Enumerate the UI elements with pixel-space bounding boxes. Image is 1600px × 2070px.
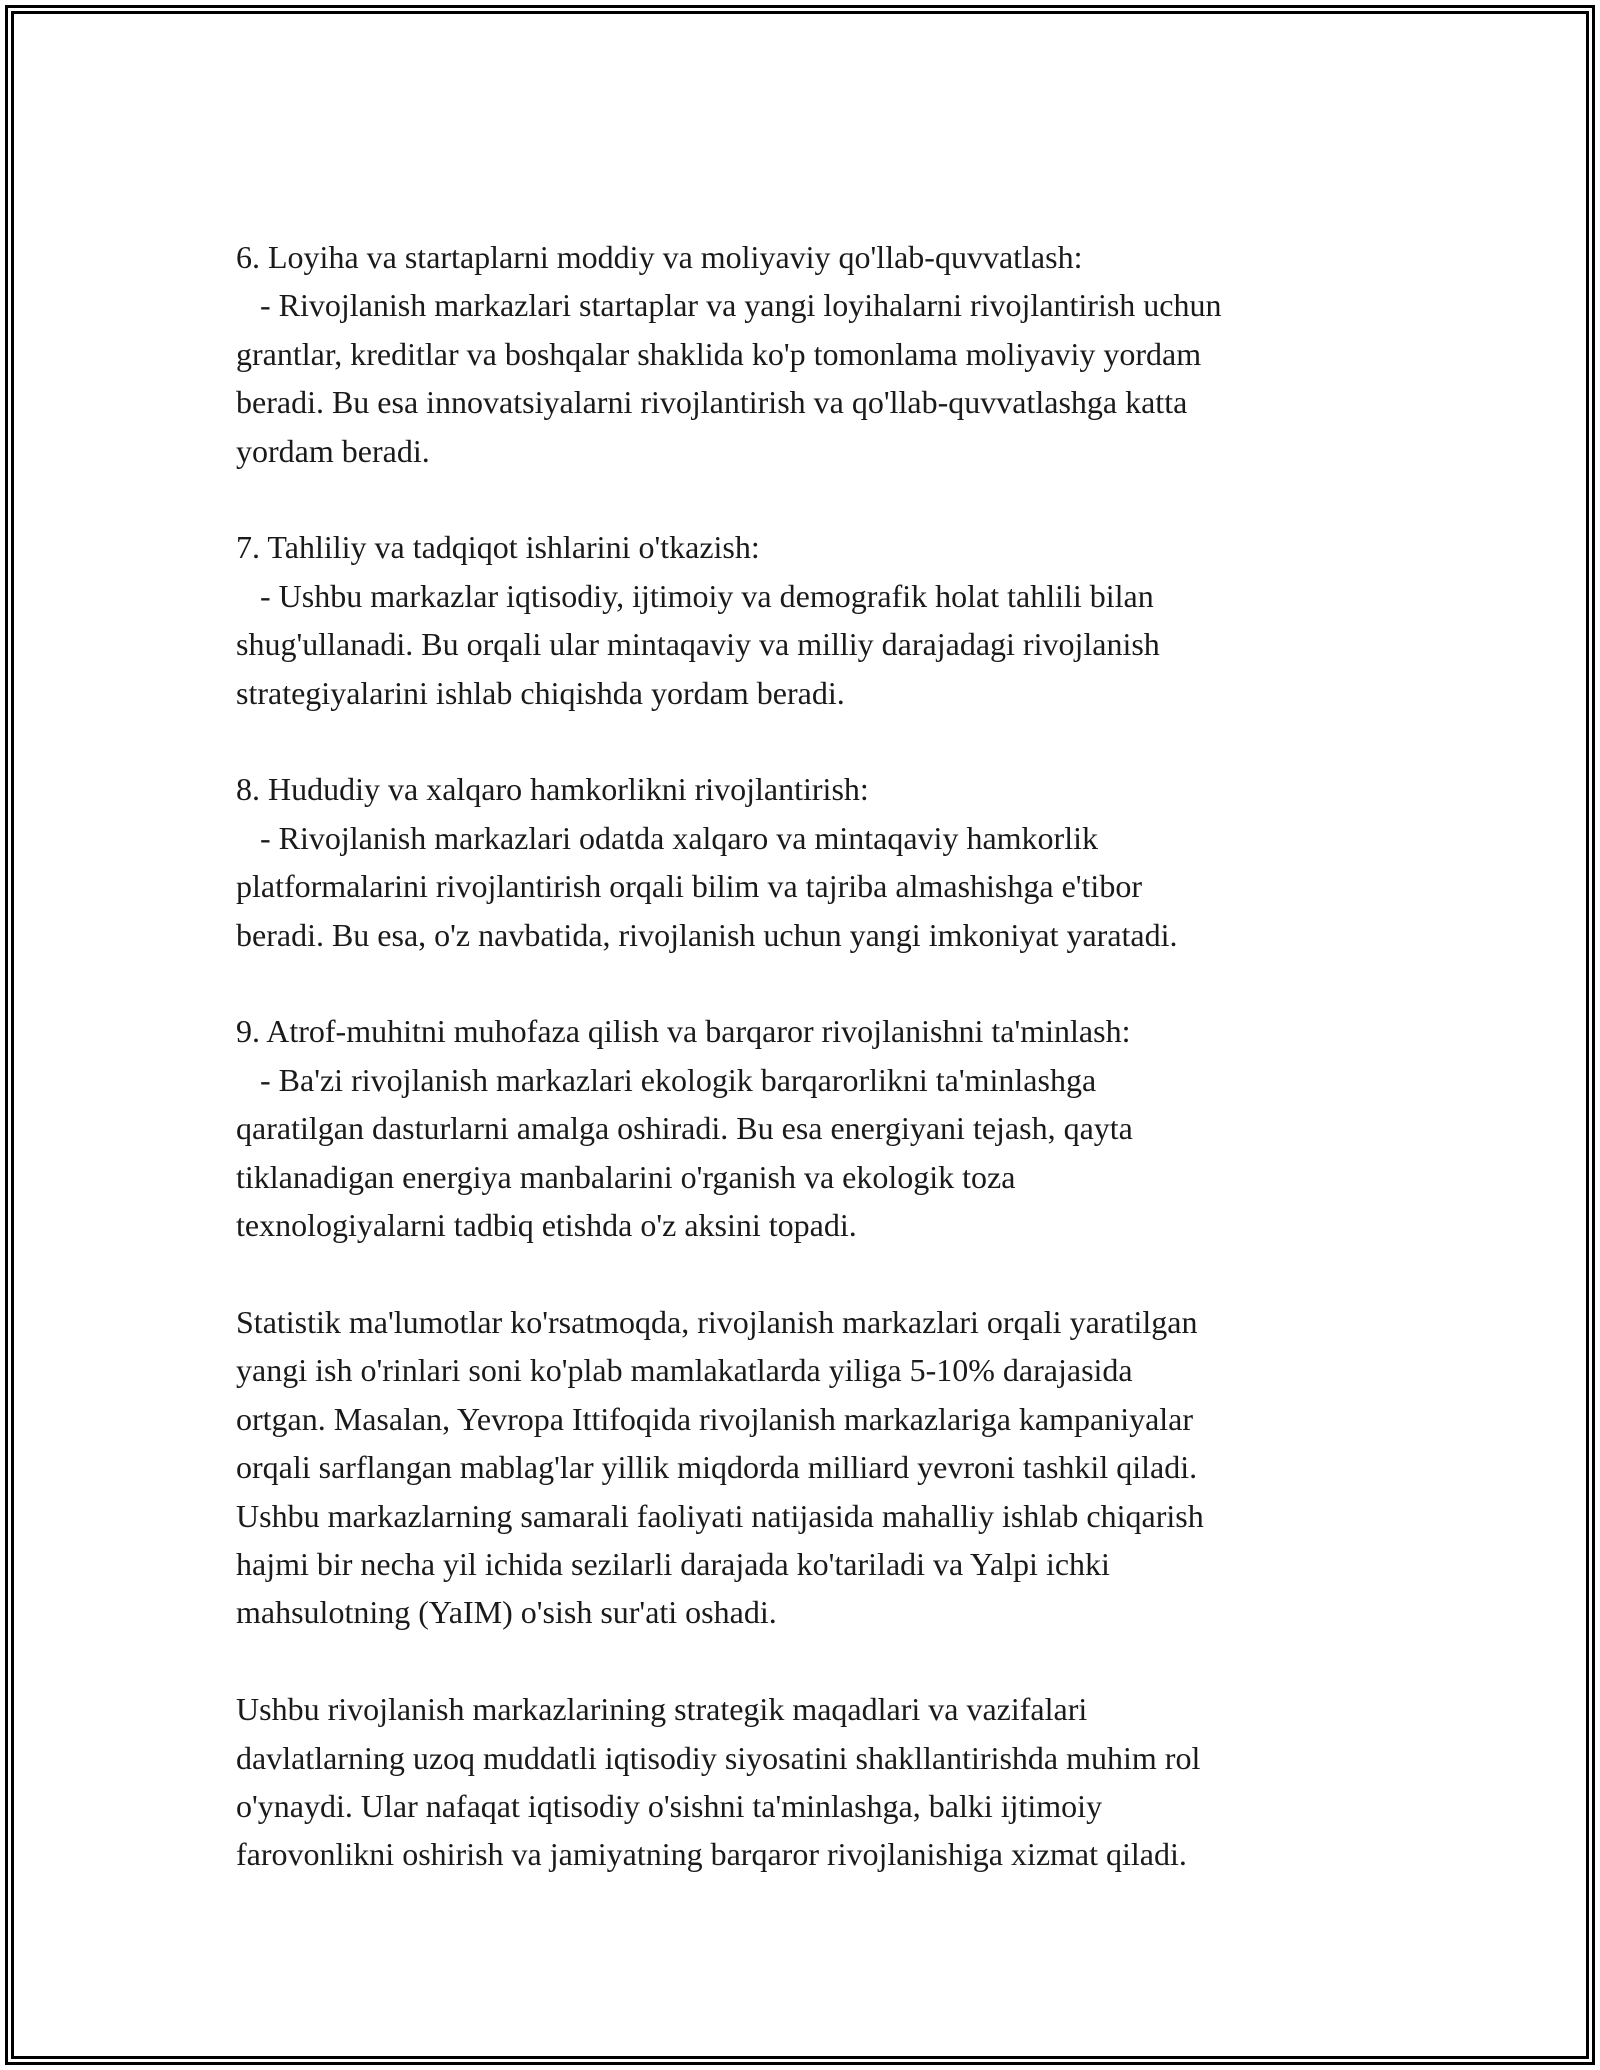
conclusion-paragraph — [236, 1685, 1386, 1879]
text-line: - Rivojlanish markazlari startaplar va yangi loyihalarni rivojlantirish uchun — [236, 287, 1222, 324]
text-line: yordam beradi. — [236, 432, 430, 469]
text-line: Ushbu rivojlanish markazlarining strategik maqadlari va vazifalari — [236, 1691, 1088, 1728]
section-9 — [236, 1007, 1386, 1249]
paragraph-gap — [236, 717, 1386, 765]
text-line: platformalarini rivojlantirish orqali bilim va tajriba almashishga e'tibor — [236, 868, 1142, 905]
text-line: grantlar, kreditlar va boshqalar shaklida ko'p tomonlama moliyaviy yordam — [236, 335, 1202, 372]
text-line: o'ynaydi. Ular nafaqat iqtisodiy o'sishni ta'minlashga, balki ijtimoiy — [236, 1787, 1103, 1824]
paragraph-gap — [236, 1249, 1386, 1297]
text-line: Statistik ma'lumotlar ko'rsatmoqda, rivojlanish markazlari orqali yaratilgan — [236, 1303, 1198, 1340]
section-heading: 9. Atrof-muhitni muhofaza qilish va barqaror rivojlanishni ta'minlash: — [236, 1013, 1131, 1050]
text-line: beradi. Bu esa innovatsiyalarni rivojlantirish va qo'llab-quvvatlashga katta — [236, 384, 1188, 421]
section-6 — [236, 233, 1386, 475]
paragraph-gap — [236, 475, 1386, 523]
text-line: Ushbu markazlarning samarali faoliyati natijasida mahalliy ishlab chiqarish — [236, 1497, 1204, 1534]
statistics-paragraph — [236, 1298, 1386, 1637]
section-heading: 7. Tahliliy va tadqiqot ishlarini o'tkazish: — [236, 529, 760, 566]
text-line: - Rivojlanish markazlari odatda xalqaro va mintaqaviy hamkorlik — [236, 819, 1098, 856]
text-line: yangi ish o'rinlari soni ko'plab mamlakatlarda yiliga 5-10% darajasida — [236, 1352, 1133, 1389]
text-line: mahsulotning (YaIM) o'sish sur'ati oshadi. — [236, 1594, 777, 1631]
text-line: shug'ullanadi. Bu orqali ular mintaqaviy va milliy darajadagi rivojlanish — [236, 626, 1160, 663]
text-line: farovonlikni oshirish va jamiyatning barqaror rivojlanishiga xizmat qiladi. — [236, 1836, 1187, 1873]
document-body — [236, 233, 1386, 1879]
text-line: qaratilgan dasturlarni amalga oshiradi. Bu esa energiyani tejash, qayta — [236, 1110, 1133, 1147]
text-line: hajmi bir necha yil ichida sezilarli darajada ko'tariladi va Yalpi ichki — [236, 1545, 1110, 1582]
text-line: tiklanadigan energiya manbalarini o'rganish va ekologik toza — [236, 1158, 1016, 1195]
text-line: orqali sarflangan mablag'lar yillik miqdorda milliard yevroni tashkil qiladi. — [236, 1449, 1198, 1486]
section-heading: 8. Hududiy va xalqaro hamkorlikni rivojlantirish: — [236, 771, 869, 808]
section-heading: 6. Loyiha va startaplarni moddiy va moliyaviy qo'llab-quvvatlash: — [236, 239, 1083, 275]
paragraph-gap — [236, 959, 1386, 1007]
section-7 — [236, 523, 1386, 717]
text-line: ortgan. Masalan, Yevropa Ittifoqida rivojlanish markazlariga kampaniyalar — [236, 1400, 1194, 1437]
text-line: - Ushbu markazlar iqtisodiy, ijtimoiy va demografik holat tahlili bilan — [236, 577, 1154, 614]
text-line: davlatlarning uzoq muddatli iqtisodiy siyosatini shakllantirishda muhim rol — [236, 1739, 1201, 1776]
text-line: texnologiyalarni tadbiq etishda o'z aksini topadi. — [236, 1207, 857, 1244]
section-8 — [236, 765, 1386, 959]
text-line: - Ba'zi rivojlanish markazlari ekologik barqarorlikni ta'minlashga — [236, 1061, 1097, 1098]
text-line: strategiyalarini ishlab chiqishda yordam beradi. — [236, 674, 845, 711]
text-line: beradi. Bu esa, o'z navbatida, rivojlanish uchun yangi imkoniyat yaratadi. — [236, 916, 1178, 953]
paragraph-gap — [236, 1637, 1386, 1685]
